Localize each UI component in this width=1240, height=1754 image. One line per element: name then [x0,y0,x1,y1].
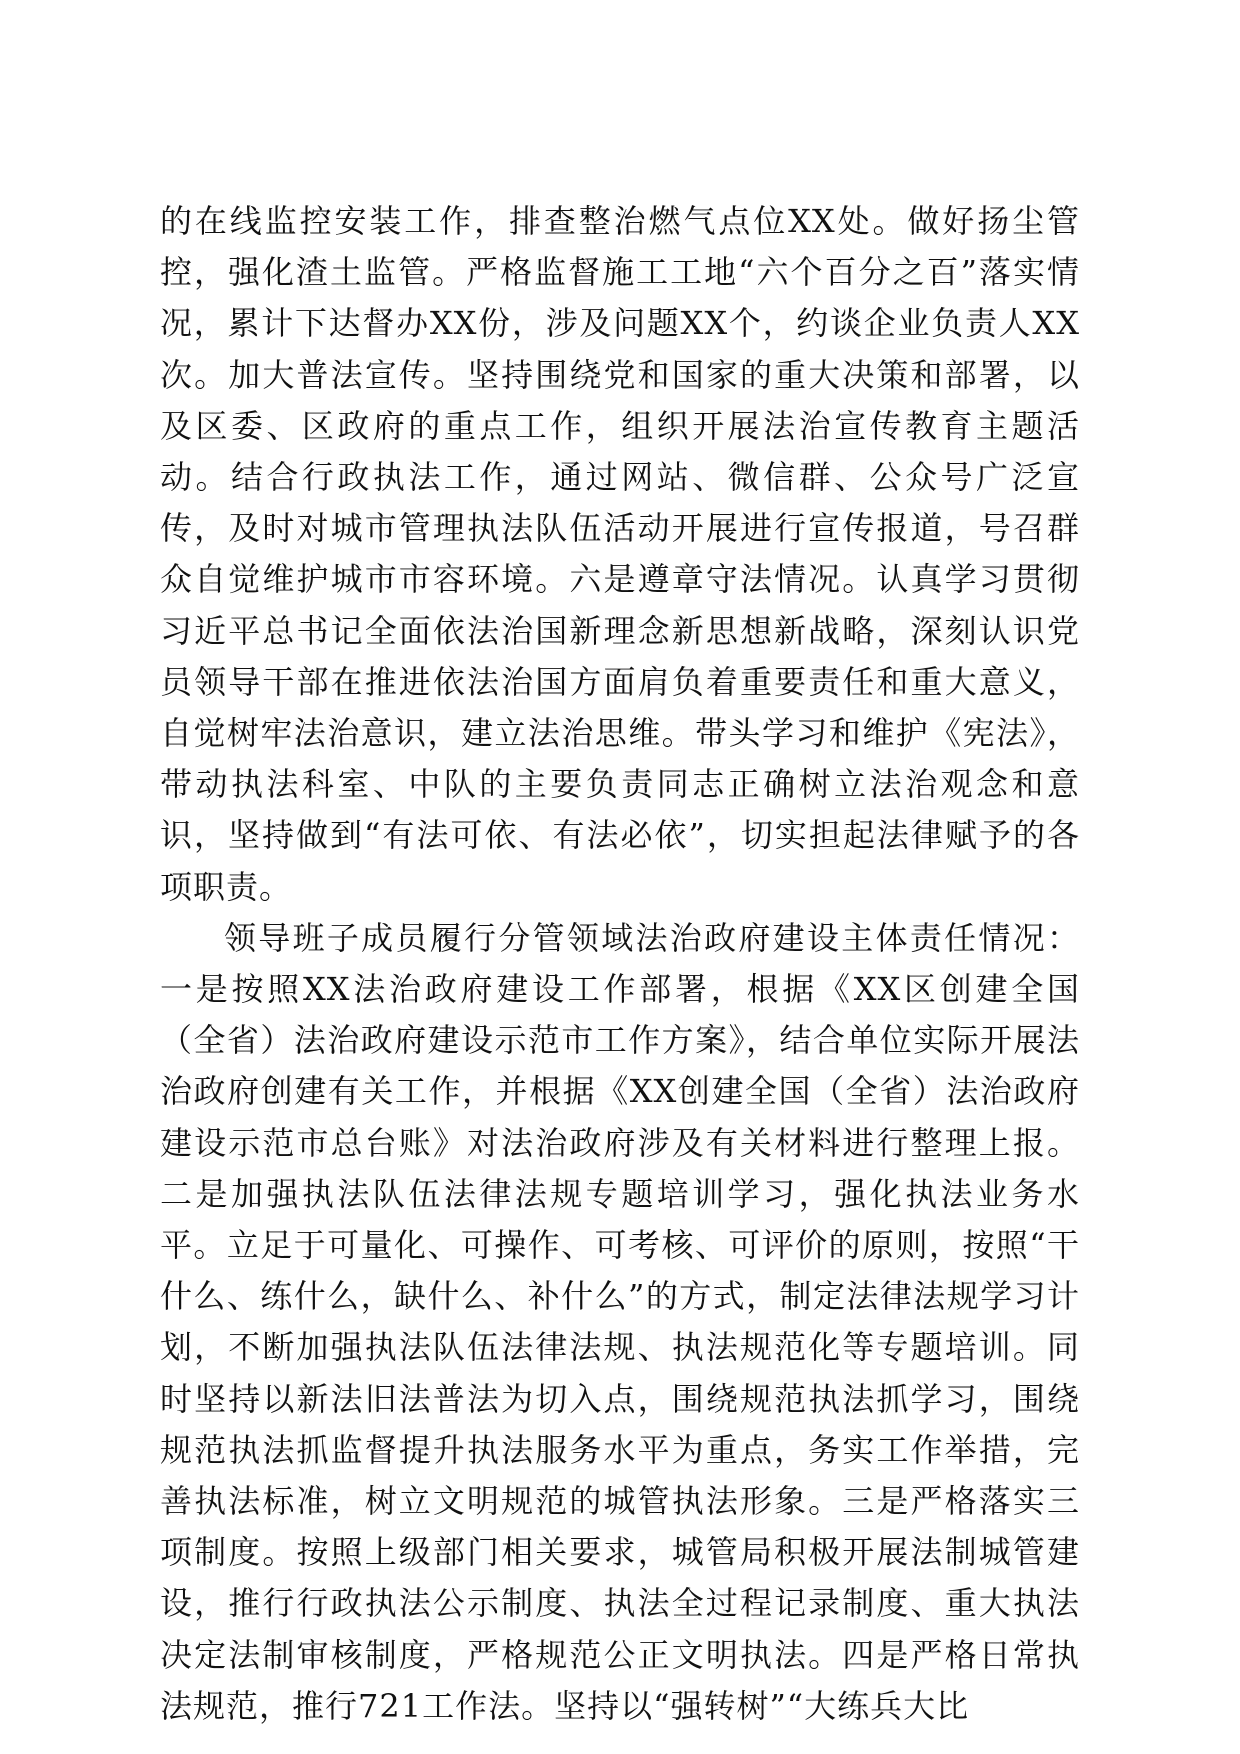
paragraph-continued: 的在线监控安装工作，排查整治燃气点位XX处。做好扬尘管控，强化渣土监管。严格监督施工工地“六个百分之百”落实情况，累计下达督办XX份，涉及问题XX个，约谈企业负责人XX次。加大普法宣传。坚持围绕党和国家的重大决策和部署，以及区委、区政府的重点工作，组织开展法治宣传教育主题活动。结合行政执法工作，通过网站、微信群、公众号广泛宣传，及时对城市管理执法队伍活动开展进行宣传报道，号召群众自觉维护城市市容环境。六是遵章守法情况。认真学习贯彻习近平总书记全面依法治国新理念新思想新战略，深刻认识党员领导干部在推进依法治国方面肩负着重要责任和重大意义，自觉树牢法治意识，建立法治思维。带头学习和维护《宪法》，带动执法科室、中队的主要负责同志正确树立法治观念和意识，坚持做到“有法可依、有法必依”，切实担起法律赋予的各项职责。 [160,202,1080,906]
paragraph-leadership-responsibility: 领导班子成员履行分管领域法治政府建设主体责任情况：一是按照XX法治政府建设工作部署，根据《XX区创建全国（全省）法治政府建设示范市工作方案》，结合单位实际开展法治政府创建有关工作，并根据《XX创建全国（全省）法治政府建设示范市总台账》对法治政府涉及有关材料进行整理上报。二是加强执法队伍法律法规专题培训学习，强化执法业务水平。立足于可量化、可操作、可考核、可评价的原则，按照“干什么、练什么，缺什么、补什么”的方式，制定法律法规学习计划，不断加强执法队伍法律法规、执法规范化等专题培训。同时坚持以新法旧法普法为切入点，围绕规范执法抓学习，围绕规范执法抓监督提升执法服务水平为重点，务实工作举措，完善执法标准，树立文明规范的城管执法形象。三是严格落实三项制度。按照上级部门相关要求，城管局积极开展法制城管建设，推行行政执法公示制度、执法全过程记录制度、重大执法决定法制审核制度，严格规范公正文明执法。四是严格日常执法规范，推行721工作法。坚持以“强转树”“大练兵大比 [160,918,1080,1725]
document-page [160,196,1080,1732]
